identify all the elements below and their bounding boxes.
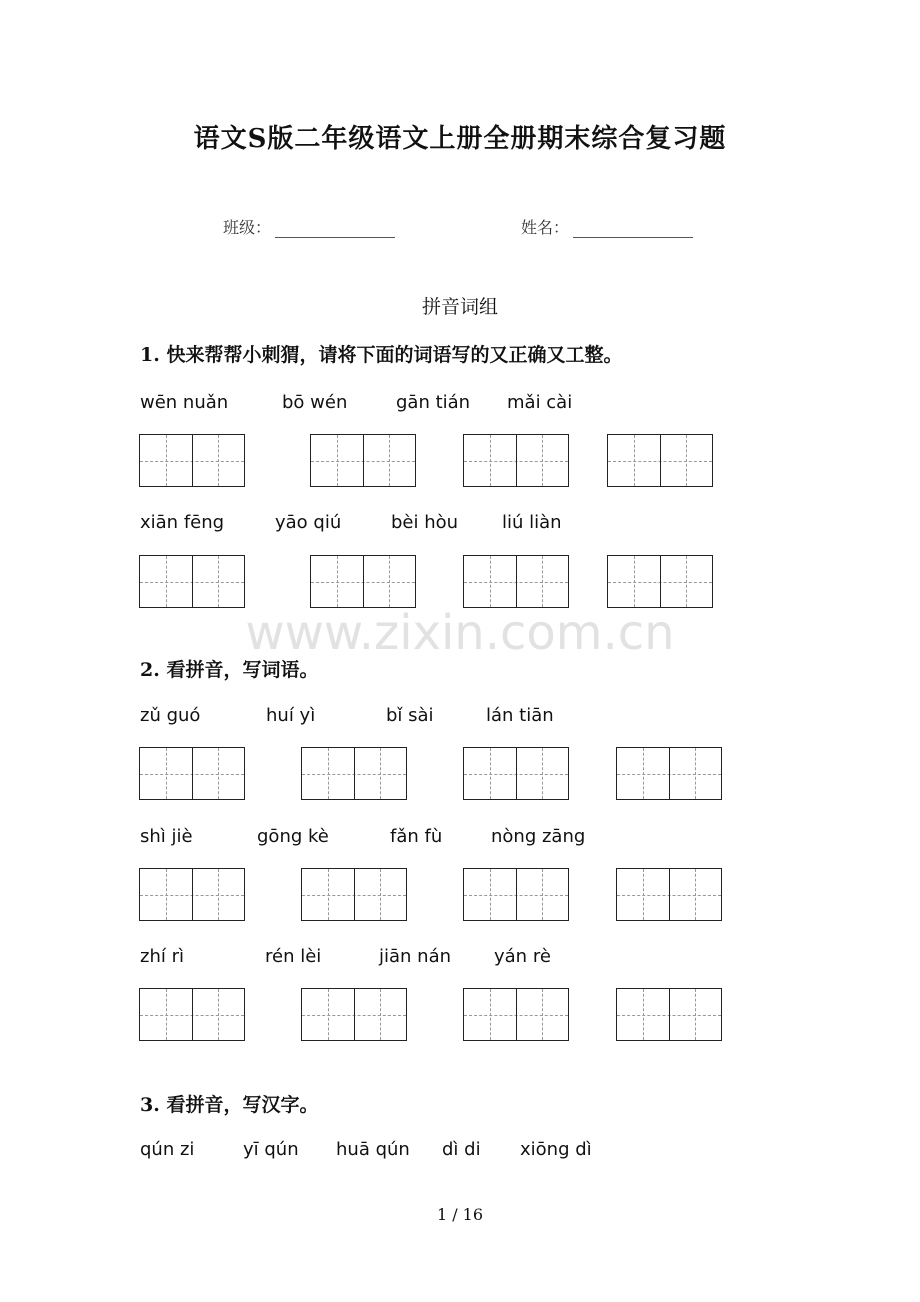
- pinyin: yī qún: [243, 1139, 299, 1160]
- writing-grid[interactable]: [301, 868, 407, 921]
- writing-grid[interactable]: [616, 747, 722, 800]
- writing-grid[interactable]: [607, 555, 713, 608]
- writing-grid[interactable]: [301, 747, 407, 800]
- name-blank[interactable]: [573, 221, 693, 238]
- pinyin: xiān fēng: [140, 512, 225, 533]
- writing-grid[interactable]: [139, 555, 245, 608]
- pinyin: shì jiè: [140, 826, 193, 847]
- question-3: 3. 看拼音，写汉字。: [140, 1094, 319, 1116]
- writing-grid[interactable]: [310, 434, 416, 487]
- writing-grid[interactable]: [607, 434, 713, 487]
- page-title: 语文S版二年级语文上册全册期末综合复习题: [193, 124, 727, 154]
- writing-grid[interactable]: [463, 434, 569, 487]
- class-field[interactable]: [223, 215, 395, 238]
- writing-grid[interactable]: [463, 747, 569, 800]
- pinyin: zhí rì: [140, 946, 184, 967]
- pinyin: dì di: [442, 1139, 481, 1160]
- pinyin: liú liàn: [502, 512, 562, 533]
- pinyin: nòng zāng: [491, 826, 586, 847]
- section-title: 拼音词组: [421, 296, 498, 318]
- pinyin: yāo qiú: [275, 512, 342, 533]
- writing-grid[interactable]: [310, 555, 416, 608]
- page-number: 1 / 16: [436, 1205, 484, 1224]
- pinyin: zǔ guó: [140, 705, 201, 726]
- writing-grid[interactable]: [463, 868, 569, 921]
- pinyin: qún zi: [140, 1139, 195, 1160]
- class-blank[interactable]: [275, 221, 395, 238]
- pinyin: gōng kè: [257, 826, 329, 847]
- pinyin: mǎi cài: [507, 392, 573, 413]
- pinyin: bèi hòu: [391, 512, 459, 533]
- writing-grid[interactable]: [616, 868, 722, 921]
- writing-grid[interactable]: [463, 555, 569, 608]
- pinyin: huā qún: [336, 1139, 410, 1160]
- writing-grid[interactable]: [616, 988, 722, 1041]
- pinyin: huí yì: [266, 705, 316, 726]
- watermark: www.zixin.com.cn: [245, 605, 675, 661]
- pinyin: rén lèi: [265, 946, 322, 967]
- writing-grid[interactable]: [139, 868, 245, 921]
- writing-grid[interactable]: [139, 988, 245, 1041]
- writing-grid[interactable]: [463, 988, 569, 1041]
- writing-grid[interactable]: [301, 988, 407, 1041]
- writing-grid[interactable]: [139, 747, 245, 800]
- pinyin: yán rè: [494, 946, 551, 967]
- pinyin: bō wén: [282, 392, 348, 413]
- name-field[interactable]: [521, 215, 693, 238]
- pinyin: jiān nán: [379, 946, 452, 967]
- pinyin: gān tián: [396, 392, 471, 413]
- name-label: 姓名：: [521, 218, 570, 237]
- class-label: 班级：: [223, 218, 272, 237]
- pinyin: fǎn fù: [390, 826, 443, 847]
- pinyin: lán tiān: [486, 705, 554, 726]
- pinyin: wēn nuǎn: [140, 392, 229, 413]
- pinyin: bǐ sài: [386, 705, 434, 726]
- writing-grid[interactable]: [139, 434, 245, 487]
- pinyin: xiōng dì: [520, 1139, 592, 1160]
- question-2: 2. 看拼音，写词语。: [140, 659, 319, 681]
- question-1: 1. 快来帮帮小刺猬，请将下面的词语写的又正确又工整。: [140, 344, 623, 366]
